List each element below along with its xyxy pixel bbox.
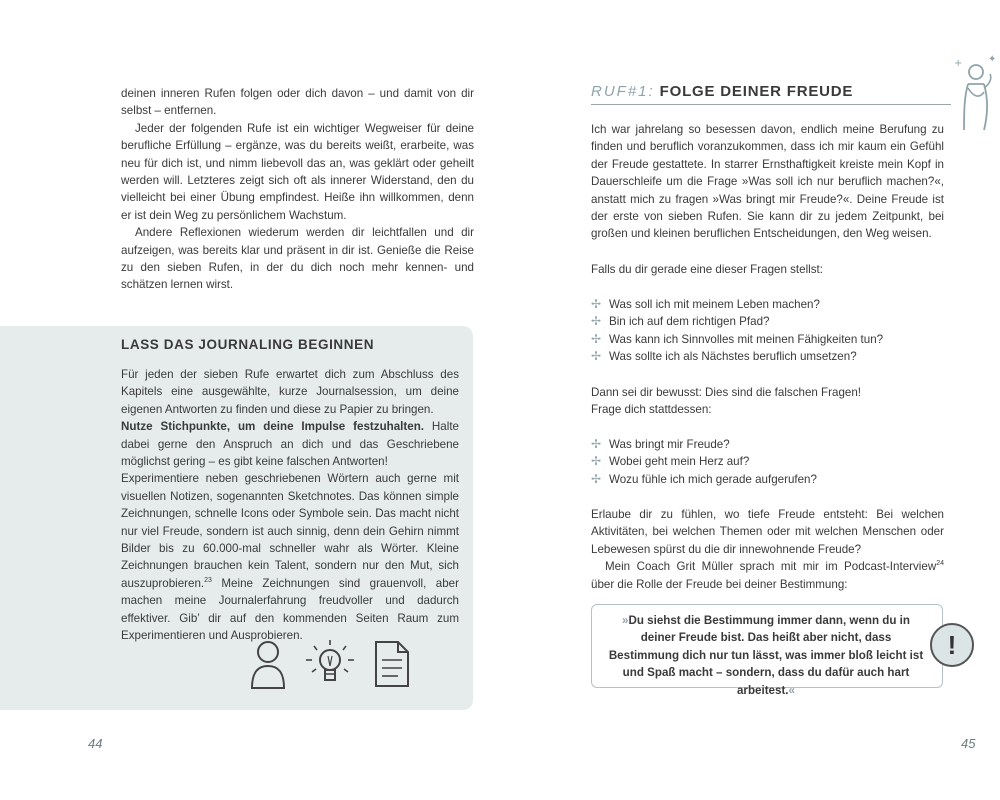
box-paragraph-3 <box>121 470 459 644</box>
heading-divider <box>591 104 951 105</box>
box-paragraph-2-rest: Halte dabei gerne den Anspruch an dich und das Geschriebene möglichst gering – es gibt keine falschen Antworten! <box>121 420 459 469</box>
exclamation-icon: ! <box>930 623 974 667</box>
list-item: ✢ Wozu fühle ich mich gerade aufgerufen? <box>591 471 921 488</box>
arrow-bullet-icon: ✢ <box>591 437 602 451</box>
cheering-person-sketch-icon <box>950 54 996 134</box>
lightbulb-sketch-icon <box>302 636 358 692</box>
intro-paragraph-2: Jeder der folgenden Rufe ist ein wichtiger Wegweiser für deine berufliche Erfüllung – ergänze, was du bereits weißt, erarbeite, was neu für dich ist, und nimm liebevoll das an, was geklärt oder geheilt werden will. Letzteres zeigt sich oft als innerer Widerstand, den du vielleicht bei einer Übung empfindest. Heiße ihn willkommen, denn er ist dein Weg zu persönlichem Wachstum. <box>121 121 474 222</box>
right-questions-list <box>591 436 921 488</box>
wrong-questions-list <box>591 296 921 366</box>
page-number-right: 45 <box>961 736 976 751</box>
intro-text <box>121 85 474 294</box>
box-paragraph-2-bold: Nutze Stichpunkte, um deine Impulse festzuhalten. <box>121 420 425 434</box>
paragraph-5: Mein Coach Grit Müller sprach mit mir im Podcast-Interview$^{24}$ über die Rolle der Freude bei deiner Bestimmung: <box>591 560 944 591</box>
document-sketch-icon <box>372 638 412 690</box>
journaling-box-text <box>121 366 459 645</box>
paragraph-1: Ich war jahrelang so besessen davon, endlich meine Berufung zu finden und beruflich voranzukommen, dass ich mir kaum ein Gefühl der Freude gestattete. In starrer Ernsthaftigkeit kreiste mein Kopf in Dauerschleife um die Frage »Was soll ich nur beruflich machen?«, anstatt mich zu fragen »Was bringt mir Freude?«. Deine Freude ist der erste von sieben Rufen. Sie kann dir zu jedem Zeitpunkt, bei großen und kleinen beruflichen Entscheidungen, den Weg weisen. <box>591 123 944 241</box>
box-paragraph-3b: Meine Zeichnungen sind grauenvoll, aber machen meine Journalerfahrung freudvoller und dadurch effektiver. Gib’ dir auf den kommenden Seiten Raum zum Experimentieren und Ausprobieren. <box>121 576 459 643</box>
box-paragraph-3a: Experimentiere neben geschriebenen Wörtern auch gerne mit visuellen Notizen, sogenannten Sketchnotes. Das können simple Zeichnungen, schnelle Icons oder Symbole sein. Das macht nicht nur viel Freude, sondern ist auch sinnig, denn dein Gehirn nimmt Bilder bis zu 60.000-mal schneller wahr als Wörter. Kleine Zeichnungen brauchen kein Talent, sondern nur den Mut, sich auszuprobieren. <box>121 472 459 590</box>
list-item: ✢ Was soll ich mit meinem Leben machen? <box>591 296 921 313</box>
heading-title: FOLGE DEINER FREUDE <box>659 83 854 100</box>
arrow-bullet-icon: ✢ <box>591 349 602 364</box>
svg-text:+: + <box>954 58 963 69</box>
journaling-box-title: LASS DAS JOURNALING BEGINNEN <box>121 337 375 352</box>
arrow-bullet-icon: ✢ <box>591 297 602 311</box>
person-sketch-icon <box>248 638 288 690</box>
arrow-bullet-icon: ✢ <box>591 314 602 329</box>
arrow-bullet-icon: ✢ <box>591 471 602 486</box>
page-number-left: 44 <box>88 736 103 751</box>
quote-close-mark: « <box>788 683 795 697</box>
intro-paragraph-1: deinen inneren Rufen folgen oder dich davon – und damit von dir selbst – entfernen. <box>121 87 474 118</box>
arrow-bullet-icon: ✢ <box>591 454 602 469</box>
list-item: ✢ Bin ich auf dem richtigen Pfad? <box>591 313 921 330</box>
paragraph-3a: Dann sei dir bewusst: Dies sind die falschen Fragen! <box>591 386 862 399</box>
arrow-bullet-icon: ✢ <box>591 331 602 346</box>
quote-open-mark: » <box>622 614 629 627</box>
svg-text:✦: ✦ <box>988 54 996 65</box>
quote-text <box>605 612 927 699</box>
quote-body: Du siehst die Bestimmung immer dann, wenn du in deiner Freude bist. Das heißt aber nicht, dass Bestimmung dich nur tun lässt, was immer bloß leicht ist und Spaß macht – sondern, dass du dafür auch hart arbeitest. <box>608 614 924 697</box>
paragraph-4a: Erlaube dir zu fühlen, wo tiefe Freude entsteht: Bei welchen Aktivitäten, bei welchen Themen oder mit welchen Menschen oder Lebewesen spürst du die dir innewohnende Freude? <box>591 508 944 556</box>
paragraph-4 <box>591 506 944 593</box>
list-item: ✢ Was sollte ich als Nächstes beruflich umsetzen? <box>591 348 921 365</box>
list-item: ✢ Was kann ich Sinnvolles mit meinen Fähigkeiten tun? <box>591 331 921 348</box>
intro-paragraph-3: Andere Reflexionen wiederum werden dir leichtfallen und dir aufzeigen, was bereits klar und präsent in dir ist. Genieße die Reise zu den sieben Rufen, in der du dich noch mehr kennen- und schätzen lernen wirst. <box>121 226 474 292</box>
chapter-heading <box>591 83 853 100</box>
paragraph-3b: Frage dich stattdessen: <box>591 403 712 417</box>
box-paragraph-2 <box>121 418 459 470</box>
list-item: ✢ Was bringt mir Freude? <box>591 436 921 453</box>
footnote-23: 23 <box>204 577 212 585</box>
heading-prefix: RUF#1: <box>591 83 655 100</box>
paragraph-3 <box>591 384 944 419</box>
list-item: ✢ Wobei geht mein Herz auf? <box>591 453 921 470</box>
footnote-24: 24 <box>936 560 944 568</box>
paragraph-2: Falls du dir gerade eine dieser Fragen stellst: <box>591 263 823 276</box>
box-paragraph-1: Für jeden der sieben Rufe erwartet dich zum Abschluss des Kapitels eine ausgewählte, kurze Journalsession, um deine eigenen Antworten zu finden und diese zu Papier zu bringen. <box>121 368 459 416</box>
